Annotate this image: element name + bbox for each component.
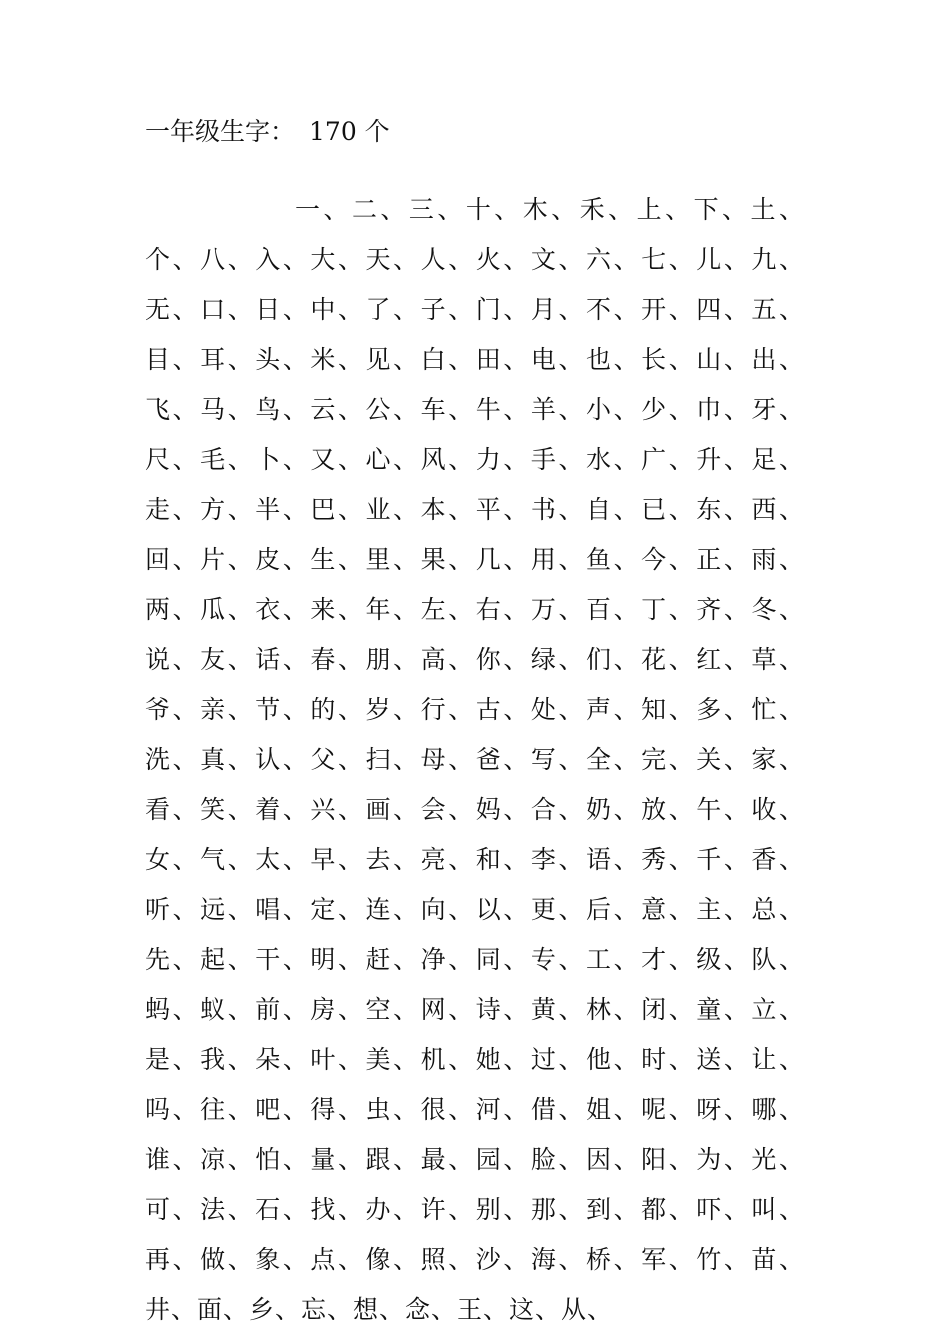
character-list: 一、二、三、十、木、禾、上、下、土、个、八、入、大、天、人、火、文、六、七、儿、九、无、口、日、中、了、子、门、月、不、开、四、五、目、耳、头、米、见、白、田、电、也、长、山、出、飞、马、鸟、云、公、车、牛、羊、小、少、巾、牙、尺、毛、卜、又、心、风、力、手、水、广、升、足、走、方、半、巴、业、本、平、书、自、已、东、西、回、片、皮、生、里、果、几、用、鱼、今、正、雨、两、瓜、衣、来、年、左、右、万、百、丁、齐、冬、说、友、话、春、朋、高、你、绿、们、花、红、草、爷、亲、节、的、岁、行、古、处、声、知、多、忙、洗、真、认、父、扫、母、爸、写、全、完、关、家、看、笑、着、兴、画、会、妈、合、奶、放、午、收、女、气、太、早、去、亮、和、李、语、秀、千、香、听、远、唱、定、连、向、以、更、后、意、主、总、先、起、干、明、赶、净、同、专、工、才、级、队、蚂、蚁、前、房、空、网、诗、黄、林、闭、童、立、是、我、朵、叶、美、机、她、过、他、时、送、让、吗、往、吧、得、虫、很、河、借、姐、呢、呀、哪、谁、凉、怕、量、跟、最、园、脸、因、阳、为、光、可、法、石、找、办、许、别、那、到、都、吓、叫、再、做、象、点、像、照、沙、海、桥、军、竹、苗、井、面、乡、忘、想、念、王、这、从、: [145, 195, 805, 1324]
section-heading: [145, 112, 390, 152]
heading-label: 一年级生字：: [145, 117, 296, 146]
character-count: 170 个: [309, 117, 390, 146]
